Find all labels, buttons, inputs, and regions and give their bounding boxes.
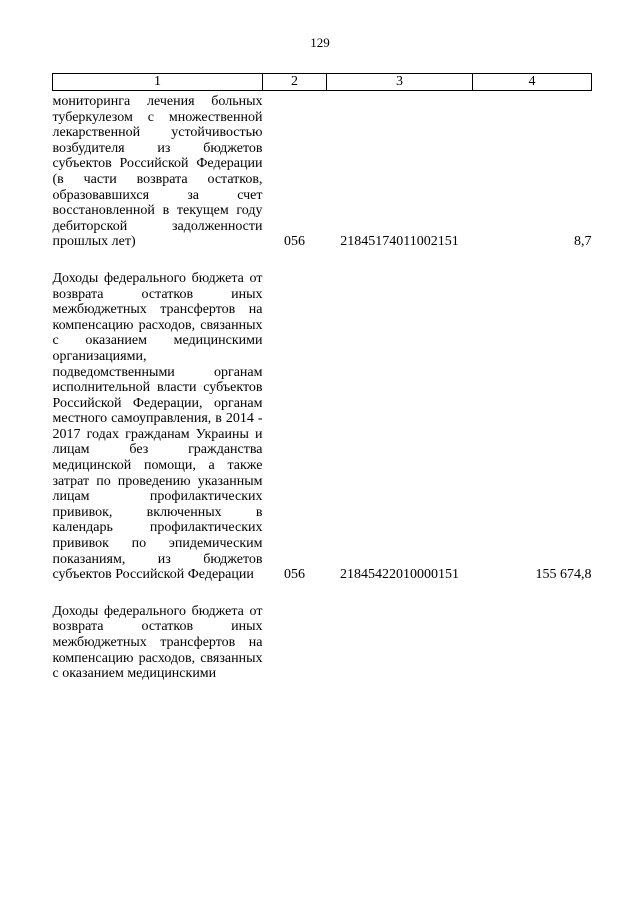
table-row [53, 250, 592, 583]
row-description: Доходы федерального бюджета от возврата остатков иных межбюджетных трансфертов на компенсацию расходов, связанных с оказанием медицинскими организациями, подведомственными органам исполнительной власти субъектов Российской Федерации, органам местного самоуправления, в 2014 - 2017 годах гражданам Украины и лицам без гражданства медицинской помощи, а также затрат по проведению указанным лицам профилактических прививок, включенных в календарь профилактических прививок по эпидемическим показаниям, из бюджетов субъектов Российской Федерации [52, 270, 263, 583]
column-header-3: 3 [327, 74, 473, 91]
page-number: 129 [310, 35, 330, 50]
table-row [53, 91, 592, 250]
row-budget-code: 21845174011002151 [340, 234, 459, 250]
column-header-4: 4 [473, 74, 592, 91]
table-header-row [53, 74, 592, 91]
row-admin-code: 056 [284, 234, 305, 250]
row-description: мониторинга лечения больных туберкулезом с множественной лекарственной устойчивостью возбудителя из бюджетов субъектов Российской Федерации (в части возврата остатков, образовавшихся за счет восстановленной в текущем году дебиторской задолженности прошлых лет) [52, 94, 263, 250]
row-admin-code [263, 583, 327, 682]
table-row [53, 583, 592, 682]
row-budget-code: 21845422010000151 [340, 567, 459, 583]
row-amount: 8,7 [574, 234, 592, 250]
row-admin-code: 056 [284, 567, 305, 583]
column-header-2: 2 [263, 74, 327, 91]
row-description: Доходы федерального бюджета от возврата остатков иных межбюджетных трансфертов на компенсацию расходов, связанных с оказанием медицинскими [52, 603, 263, 682]
row-amount: 155 674,8 [535, 567, 592, 583]
revenue-table [52, 73, 592, 682]
row-amount [473, 583, 592, 682]
column-header-1: 1 [53, 74, 263, 91]
row-budget-code [327, 583, 473, 682]
